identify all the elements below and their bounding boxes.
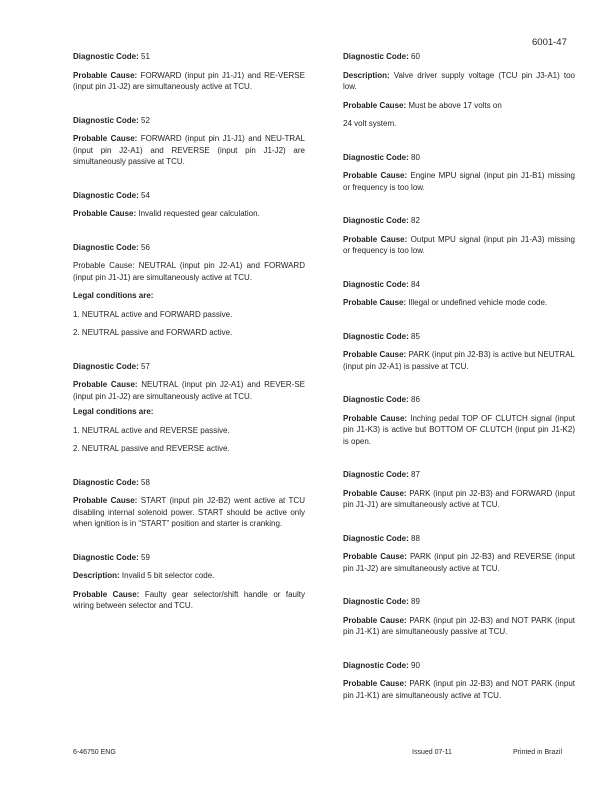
- probable-cause: Probable Cause: Illegal or undefined vehicle mode code.: [343, 298, 548, 307]
- description: Description: Valve driver supply voltage (TCU pin J3-A1) too low.: [343, 70, 575, 91]
- diag-entry-80: [343, 152, 575, 194]
- diagnostic-code: Diagnostic Code: 84: [343, 279, 420, 289]
- diag-entry-84: [343, 279, 575, 309]
- probable-cause: Probable Cause: PARK (input pin J2-B3) and REVERSE (input pin J1-J2) are simultaneously active at TCU.: [343, 552, 575, 573]
- probable-cause: Probable Cause: PARK (input pin J2-B3) and NOT PARK (input pin J1-K1) are simultaneously active at TCU.: [343, 679, 576, 700]
- diag-entry-56: [73, 242, 305, 339]
- diag-entry-89: [343, 596, 575, 638]
- diag-entry-51: [73, 51, 305, 93]
- probable-cause: Probable Cause: FORWARD (input pin J1-J1) and RE-VERSE (input pin J1-J2) are simultaneously active at TCU.: [73, 70, 305, 91]
- legal-conditions-heading: Legal conditions are:: [73, 291, 154, 300]
- diagnostic-code: Diagnostic Code: 54: [73, 190, 150, 200]
- probable-cause: Probable Cause: NEUTRAL (input pin J2-A1) and REVER-SE (input pin J1-J2) are simultaneously active at TCU.: [73, 380, 305, 401]
- probable-cause: Probable Cause: START (input pin J2-B2) went active at TCU disabling internal solenoid power. START should be active only when ignition is in “START” position and starter is cranking.: [73, 496, 305, 528]
- diag-entry-85: [343, 331, 575, 373]
- diagnostic-code: Diagnostic Code: 82: [343, 216, 420, 225]
- probable-cause-continued: 24 volt system.: [343, 119, 397, 128]
- probable-cause: Probable Cause: FORWARD (input pin J1-J1) and NEU-TRAL (input pin J2-A1) and REVERSE (input pin J1-J2) are simultaneously passive at TCU.: [73, 134, 305, 166]
- diagnostic-code: Diagnostic Code: 58: [73, 477, 150, 487]
- probable-cause: Probable Cause: PARK (input pin J2-B3) is active but NEUTRAL (input pin J2-A1) is passive at TCU.: [343, 350, 575, 371]
- legal-condition-2: 2. NEUTRAL passive and REVERSE active.: [73, 444, 230, 453]
- diag-entry-60: [343, 51, 575, 130]
- diagnostic-code: Diagnostic Code: 51: [73, 52, 150, 61]
- diagnostic-code: Diagnostic Code: 87: [343, 470, 420, 479]
- probable-cause: Probable Cause: Must be above 17 volts on: [343, 100, 502, 110]
- legal-condition-2: 2. NEUTRAL passive and FORWARD active.: [73, 328, 233, 337]
- diagnostic-code: Diagnostic Code: 59: [73, 552, 150, 562]
- probable-cause: Probable Cause: PARK (input pin J2-B3) and FORWARD (input pin J1-J1) are simultaneously active at TCU.: [343, 488, 575, 509]
- footer-printed: Printed in Brazil: [513, 749, 563, 756]
- diag-entry-59: [73, 552, 305, 612]
- diagnostic-code: Diagnostic Code: 89: [343, 597, 420, 606]
- diag-entry-90: [343, 660, 575, 702]
- diag-entry-57: [73, 361, 305, 455]
- legal-condition-1: 1. NEUTRAL active and FORWARD passive.: [73, 309, 233, 319]
- diag-entry-54: [73, 190, 305, 220]
- page-number: 6001-47: [532, 37, 567, 48]
- footer-issued: Issued 07-11: [412, 749, 452, 756]
- diag-entry-86: [343, 394, 575, 447]
- diagnostic-code: Diagnostic Code: 52: [73, 115, 150, 125]
- diagnostic-code: Diagnostic Code: 57: [73, 361, 150, 371]
- legal-condition-1: 1. NEUTRAL active and REVERSE passive.: [73, 425, 230, 435]
- probable-cause: Probable Cause: Inching pedal TOP OF CLUTCH signal (input pin J1-K3) is active but BOTTOM OF CLUTCH (input pin J1-K2) is open.: [343, 413, 575, 446]
- probable-cause: Probable Cause: NEUTRAL (input pin J2-A1) and FORWARD (input pin J1-J1) are simultaneously active at TCU.: [73, 261, 305, 282]
- diagnostic-code: Diagnostic Code: 80: [343, 152, 420, 162]
- diag-entry-58: [73, 477, 305, 530]
- probable-cause: Probable Cause: PARK (input pin J2-B3) and NOT PARK (input pin J1-K1) are simultaneously passive at TCU.: [343, 615, 576, 636]
- diag-entry-88: [343, 533, 575, 575]
- probable-cause: Probable Cause: Engine MPU signal (input pin J1-B1) missing or frequency is too low.: [343, 171, 575, 192]
- probable-cause: Probable Cause: Output MPU signal (input pin J1-A3) missing or frequency is too low.: [343, 234, 575, 255]
- diagnostic-code: Diagnostic Code: 88: [343, 533, 420, 543]
- legal-conditions-heading: Legal conditions are:: [73, 407, 154, 416]
- diag-entry-52: [73, 115, 305, 168]
- left-column: [73, 51, 305, 634]
- diagnostic-code: Diagnostic Code: 56: [73, 242, 150, 252]
- diagnostic-code: Diagnostic Code: 86: [343, 395, 420, 404]
- probable-cause: Probable Cause: Faulty gear selector/shift handle or faulty wiring between selector and TCU.: [73, 589, 305, 610]
- diagnostic-code: Diagnostic Code: 60: [343, 52, 420, 61]
- diag-entry-87: [343, 469, 575, 511]
- diagnostic-code: Diagnostic Code: 90: [343, 660, 420, 670]
- diagnostic-code: Diagnostic Code: 85: [343, 331, 420, 341]
- right-column: [343, 51, 575, 723]
- probable-cause: Probable Cause: Invalid requested gear calculation.: [73, 209, 260, 218]
- diag-entry-82: [343, 215, 575, 257]
- footer-doc-number: 6-46750 ENG: [73, 749, 116, 756]
- description: Description: Invalid 5 bit selector code.: [73, 571, 215, 580]
